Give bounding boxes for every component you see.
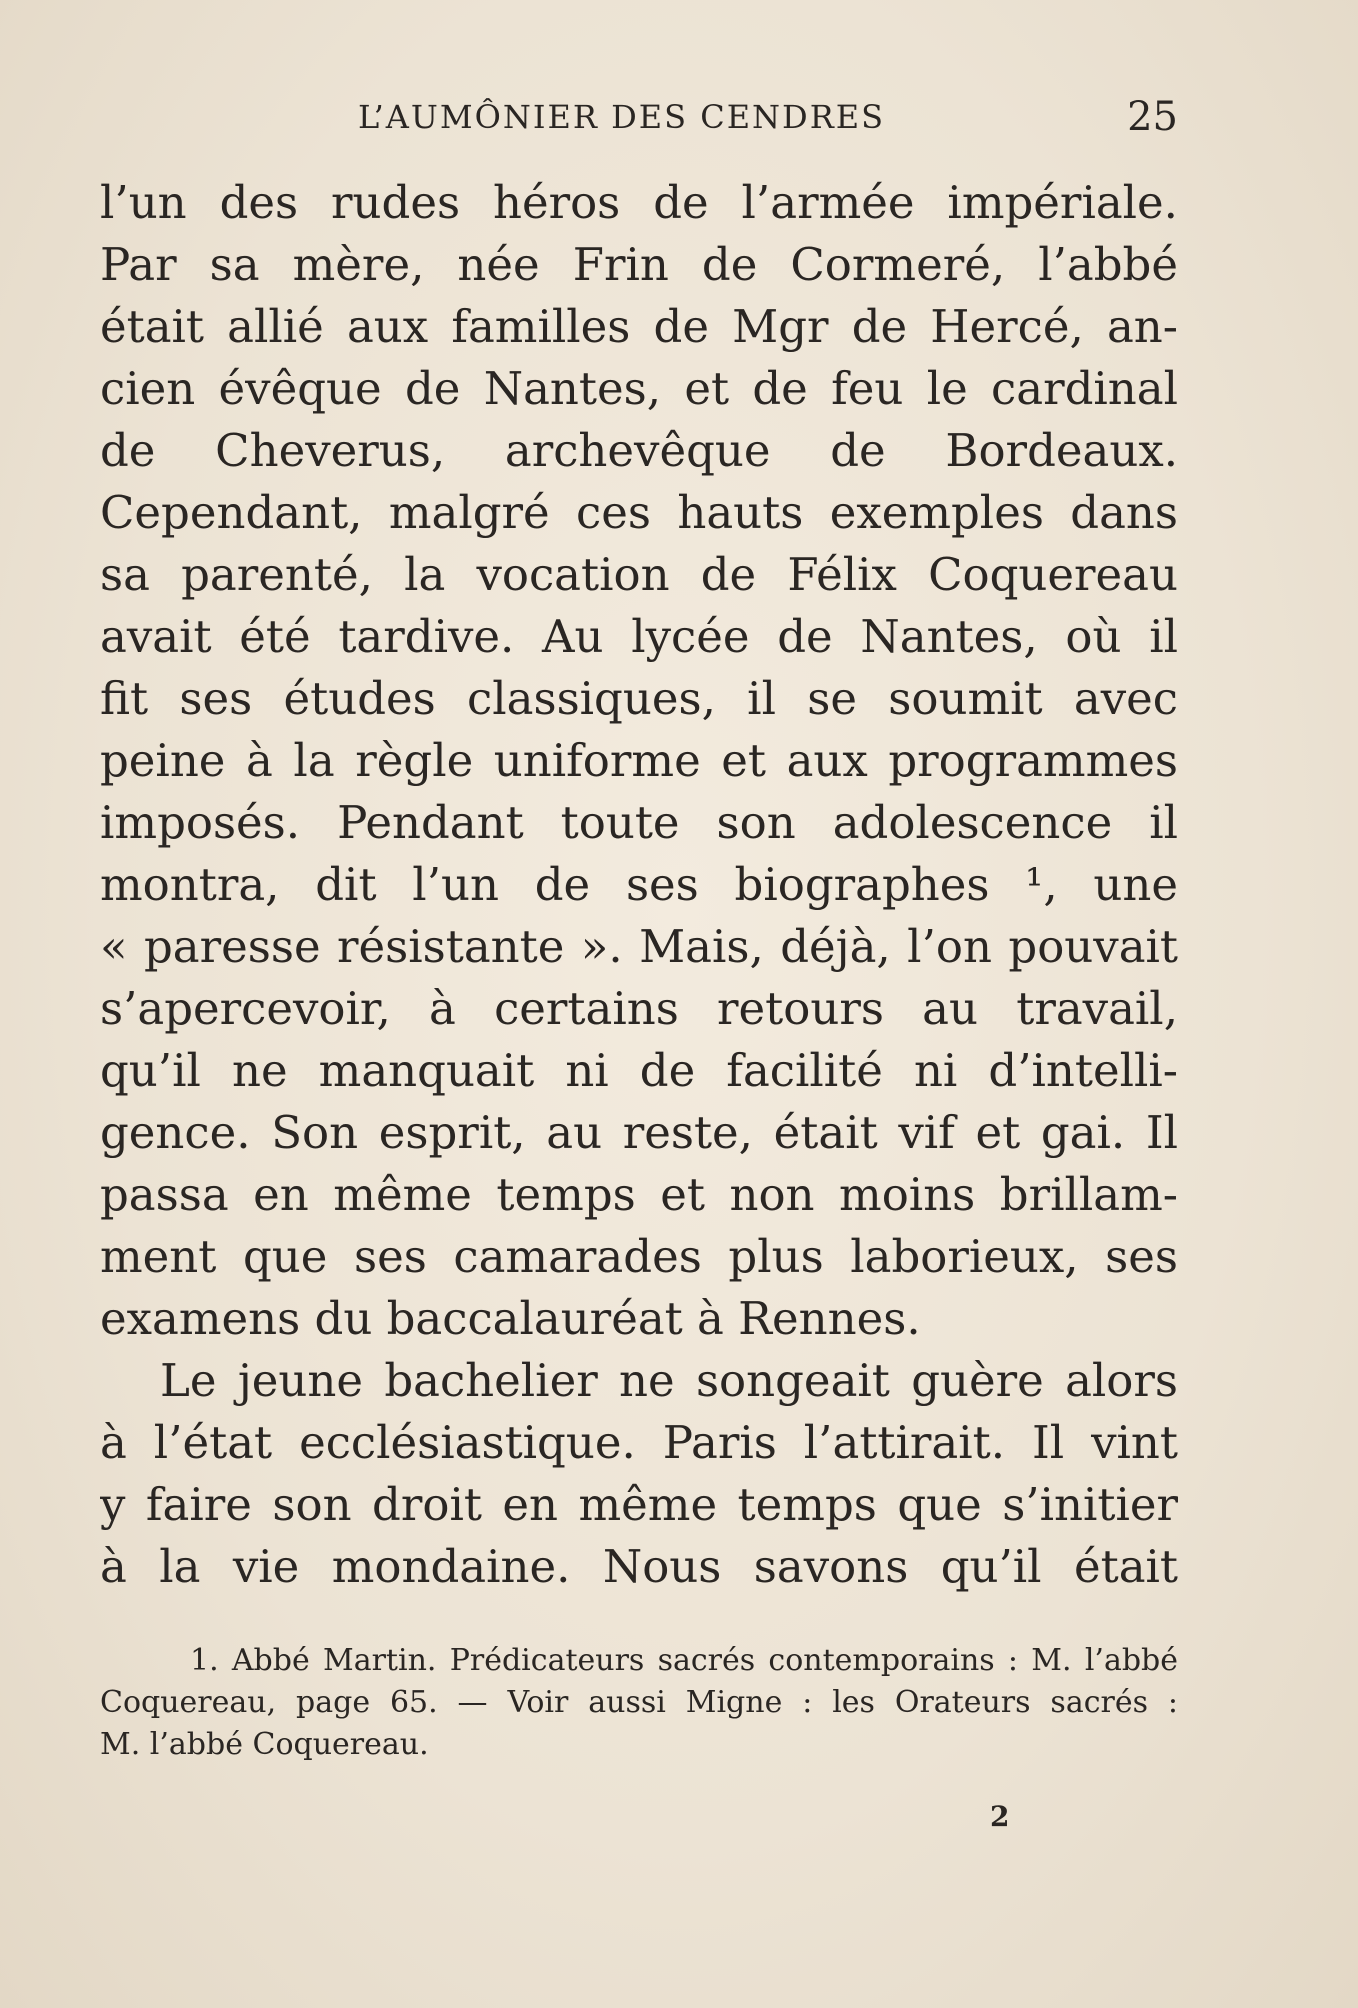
signature-mark: 2 [990,1800,1010,1833]
text-line: y faire son droit en même temps que s’initier [100,1478,1178,1531]
text-line: s’apercevoir, à certains retours au travail, [100,982,1178,1035]
text-line: à la vie mondaine. Nous savons qu’il était [100,1540,1178,1593]
text-line: fit ses études classiques, il se soumit avec [100,672,1178,725]
page-number: 25 [1127,94,1178,140]
footnote-line: M. l’abbé Coquereau. [100,1727,429,1762]
text-line: de Cheverus, archevêque de Bordeaux. [100,424,1178,477]
text-line: cien évêque de Nantes, et de feu le cardinal [100,362,1178,415]
text-line: « paresse résistante ». Mais, déjà, l’on pouvait [100,920,1178,973]
text-line: gence. Son esprit, au reste, était vif et gai. Il [100,1106,1178,1159]
body-text [100,172,1178,1598]
text-line: montra, dit l’un de ses biographes ¹, une [100,858,1178,911]
text-line: examens du baccalauréat à Rennes. [100,1292,921,1345]
text-line: imposés. Pendant toute son adolescence il [100,796,1178,849]
text-line: ment que ses camarades plus laborieux, ses [100,1230,1178,1283]
text-line: peine à la règle uniforme et aux programmes [100,734,1178,787]
text-line: à l’état ecclésiastique. Paris l’attirait. Il vint [100,1416,1178,1469]
text-line: sa parenté, la vocation de Félix Coquereau [100,548,1178,601]
text-line: Par sa mère, née Frin de Cormeré, l’abbé [100,238,1178,291]
text-line: Le jeune bachelier ne songeait guère alors [160,1354,1178,1407]
text-line: passa en même temps et non moins brillam- [100,1168,1178,1221]
text-line: avait été tardive. Au lycée de Nantes, où il [100,610,1178,663]
footnote-line: 1. Abbé Martin. Prédicateurs sacrés contemporains : M. l’abbé [190,1643,1178,1678]
text-line: qu’il ne manquait ni de facilité ni d’intelli- [100,1044,1178,1097]
footnote-line: Coquereau, page 65. — Voir aussi Migne : les Orateurs sacrés : [100,1685,1178,1720]
text-line: était allié aux familles de Mgr de Hercé, an- [100,300,1178,353]
running-head [100,94,1178,142]
footnotes [100,1640,1178,1766]
running-title: L’AUMÔNIER DES CENDRES [358,98,886,136]
text-line: Cependant, malgré ces hauts exemples dans [100,486,1178,539]
text-line: l’un des rudes héros de l’armée impériale. [100,176,1178,229]
